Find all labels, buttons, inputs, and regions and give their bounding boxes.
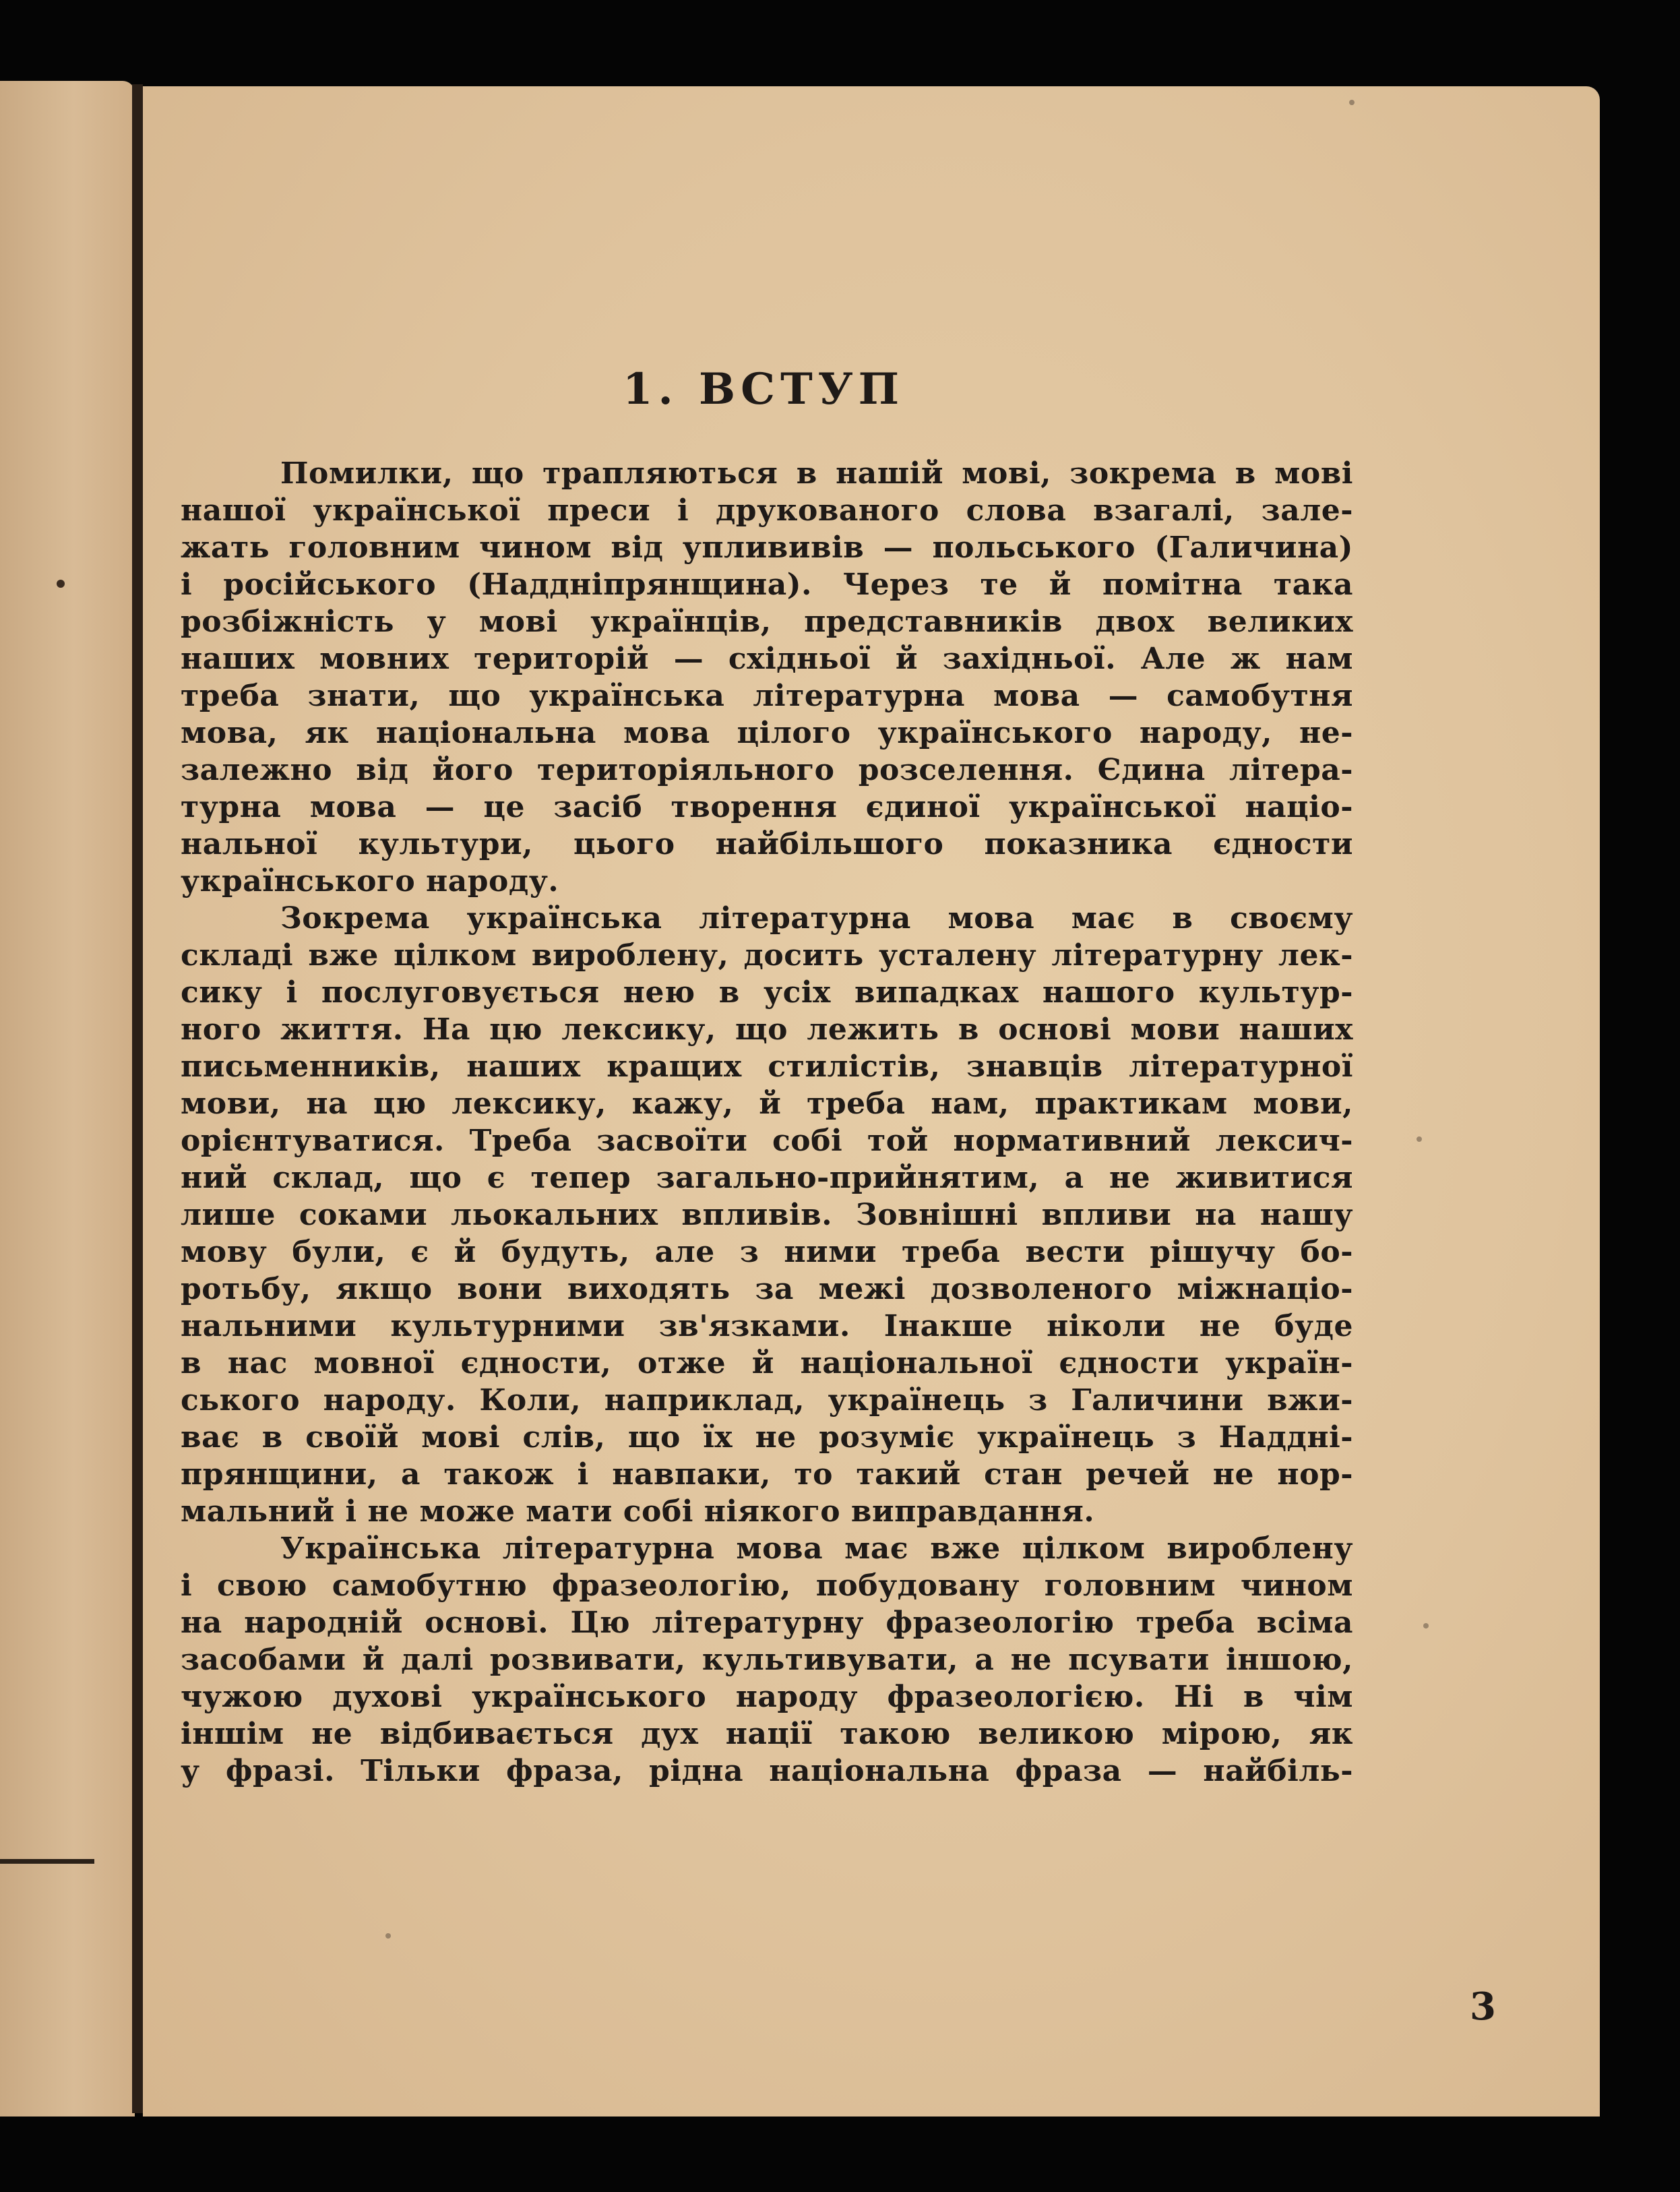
text-line: ний склад, що є тепер загально-прийнятим, а не живитися [181,1161,1353,1195]
text-line: мову були, є й будуть, але з ними треба вести рішучу бо- [181,1235,1353,1269]
text-line: залежно від його територіяльного розселення. Єдина літера- [181,753,1353,787]
text-line: чужою духові українського народу фразеологією. Ні в чім [181,1680,1353,1714]
text-line: ного життя. На цю лексику, що лежить в основі мови наших [181,1012,1353,1047]
page-number: 3 [1470,1984,1496,2029]
text-line: лише соками льокальних впливів. Зовнішні впливи на нашу [181,1198,1353,1232]
text-line: розбіжність у мові українців, представників двох великих [181,605,1353,639]
text-line: мова, як національна мова цілого українського народу, не- [181,716,1353,750]
text-line: у фразі. Тільки фраза, рідна національна фраза — найбіль- [181,1754,1353,1788]
text-line: Зокрема українська літературна мова має в своєму [280,901,1353,936]
text-line: нашої української преси і друкованого слова взагалі, зале- [181,493,1353,528]
text-line: прянщини, а також і навпаки, то такий стан речей не нор- [181,1457,1353,1492]
text-line: орієнтуватися. Треба засвоїти собі той нормативний лексич- [181,1124,1353,1158]
text-line: треба знати, що українська літературна мова — самобутня [181,679,1353,713]
text-line: і російського (Наддніпрянщина). Через те й помітна така [181,568,1353,602]
page-text [181,364,1353,1790]
paragraph-3 [181,1530,1353,1790]
text-line: і свою самобутню фразеологію, побудовану головним чином [181,1569,1353,1603]
text-line: на народній основі. Цю літературну фразеологію треба всіма [181,1606,1353,1640]
text-line: ського народу. Коли, наприклад, українець з Галичини вжи- [181,1383,1353,1418]
chapter-heading: 1. ВСТУП [622,364,905,415]
text-line: турна мова — це засіб творення єдиної української націо- [181,790,1353,824]
text-line: Помилки, що трапляються в нашій мові, зокрема в мові [280,456,1353,491]
left-page-speck [57,580,65,588]
page-speck [1423,1623,1429,1628]
text-line: мови, на цю лексику, кажу, й треба нам, практикам мови, [181,1087,1353,1121]
text-line: нальними культурними зв'язками. Інакше ніколи не буде [181,1309,1353,1343]
book-gutter [132,84,143,2113]
text-line: засобами й далі розвивати, культивувати, а не псувати іншою, [181,1643,1353,1677]
left-page-edge [0,81,135,2117]
page-speck [1349,100,1355,105]
paragraph-1 [181,455,1353,900]
text-line: українського народу. [181,864,559,899]
text-line: Українська літературна мова має вже цілком вироблену [280,1531,1353,1566]
paragraph-2 [181,900,1353,1530]
text-line: ває в своїй мові слів, що їх не розуміє українець з Наддні- [181,1420,1353,1455]
text-line: сику і послуговується нею в усіх випадках нашого культур- [181,975,1353,1010]
page-speck [1417,1136,1422,1142]
left-page-rule [0,1859,94,1864]
text-line: ротьбу, якщо вони виходять за межі дозволеного міжнаціо- [181,1272,1353,1306]
text-line: нальної культури, цього найбільшого показника єдности [181,827,1353,861]
text-line: наших мовних територій — східньої й західньої. Але ж нам [181,642,1353,676]
text-line: жать головним чином від уплививів — польського (Галичина) [181,530,1353,565]
text-line: письменників, наших кращих стилістів, знавців літературної [181,1049,1353,1084]
text-line: складі вже цілком вироблену, досить усталену літературну лек- [181,938,1353,973]
text-line: в нас мовної єдности, отже й національної єдности україн- [181,1346,1353,1380]
text-line: іншім не відбивається дух нації такою великою мірою, як [181,1717,1353,1751]
text-line: мальний і не може мати собі ніякого виправдання. [181,1494,1095,1529]
page-speck [385,1933,391,1939]
